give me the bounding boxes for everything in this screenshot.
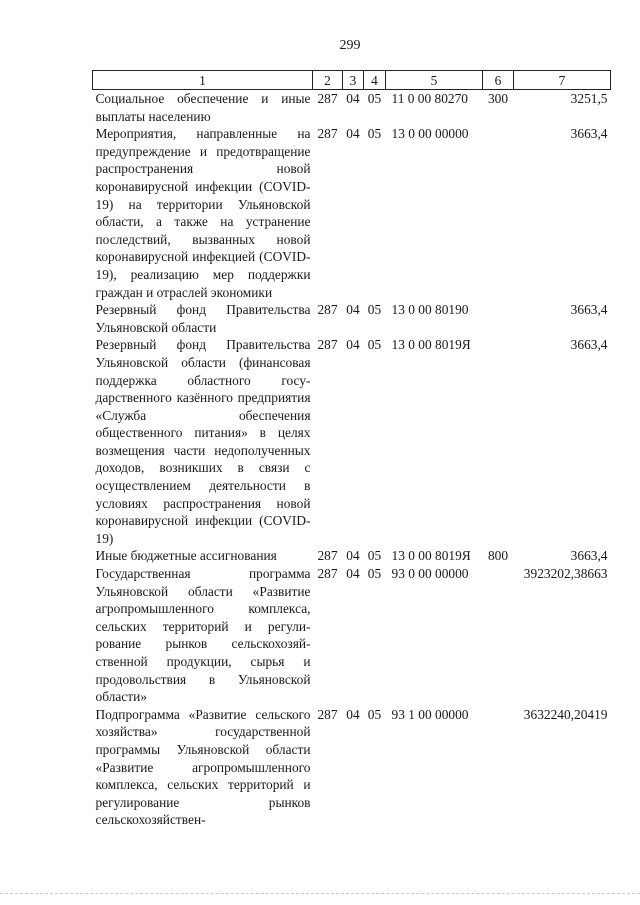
row-code-section: 04 bbox=[346, 706, 360, 722]
row-code-ministry: 287 bbox=[317, 126, 338, 142]
row-code-subsection: 05 bbox=[367, 337, 382, 353]
row-amount: 3923202,38663 bbox=[523, 566, 608, 582]
row-name: Резервный фонд Правительства Ульяновской области (финансовая поддержка областного государственного казённого предприятия «Служба обеспечения общественного питания» в целях возмещения части недополученных доходов, возникших в связи с осуществлением деятельности в условиях распространения новой коронавирусной инфекции (COVID-19) bbox=[95, 337, 311, 546]
row-name: Подпрограмма «Развитие сельского хозяйства» государственной программы Ульяновской области «Развитие агропромышленного комплекса, сельских территорий и регулирование рынков сельскохозяйствен- bbox=[95, 706, 311, 828]
row-code-expense-type bbox=[483, 125, 514, 301]
row-code-ministry: 287 bbox=[317, 706, 338, 722]
table-row bbox=[93, 565, 611, 706]
row-code-target: 93 1 00 00000 bbox=[391, 706, 469, 722]
row-code-expense-type: 300 bbox=[487, 91, 509, 106]
row-code-subsection: 05 bbox=[367, 126, 382, 142]
header-col-7: 7 bbox=[514, 71, 611, 90]
row-code-expense-type bbox=[483, 565, 514, 706]
row-code-subsection: 05 bbox=[367, 302, 382, 318]
row-amount: 3663,4 bbox=[570, 337, 608, 353]
table-body bbox=[93, 90, 611, 829]
row-code-section: 04 bbox=[346, 337, 360, 353]
row-code-ministry: 287 bbox=[317, 337, 338, 353]
row-code-ministry: 287 bbox=[317, 548, 338, 564]
table-row bbox=[93, 336, 611, 547]
header-row bbox=[93, 71, 611, 90]
row-name: Государственная программа Ульяновской области «Развитие агропромышленного комплекса, сельских территорий и регулирование рынков сельскохозяйственной продукции, сырья и продовольствия в Ульяновской области» bbox=[95, 566, 311, 705]
row-code-target: 11 0 00 80270 bbox=[391, 91, 468, 106]
row-code-section: 04 bbox=[346, 91, 360, 106]
row-code-expense-type bbox=[483, 336, 514, 547]
table-row bbox=[93, 706, 611, 829]
page-bottom-rule bbox=[0, 893, 640, 894]
row-name: Иные бюджетные ассигнования bbox=[95, 548, 277, 564]
header-col-2: 2 bbox=[313, 71, 343, 90]
header-col-6: 6 bbox=[483, 71, 514, 90]
header-col-3: 3 bbox=[343, 71, 364, 90]
table-header bbox=[93, 71, 611, 90]
header-col-4: 4 bbox=[364, 71, 386, 90]
row-code-expense-type bbox=[483, 301, 514, 336]
row-code-ministry: 287 bbox=[317, 566, 338, 582]
row-code-target: 13 0 00 8019Я bbox=[391, 337, 471, 353]
table-row bbox=[93, 547, 611, 565]
header-col-5: 5 bbox=[386, 71, 483, 90]
row-code-ministry: 287 bbox=[317, 302, 338, 318]
row-amount: 3251,5 bbox=[570, 91, 608, 106]
row-code-expense-type: 800 bbox=[487, 548, 509, 564]
row-amount: 3663,4 bbox=[570, 302, 608, 318]
row-code-expense-type bbox=[483, 706, 514, 829]
row-code-section: 04 bbox=[346, 566, 360, 582]
header-col-1: 1 bbox=[93, 71, 313, 90]
row-code-target: 13 0 00 00000 bbox=[391, 126, 469, 142]
budget-table bbox=[92, 70, 611, 829]
table-row bbox=[93, 125, 611, 301]
row-code-section: 04 bbox=[346, 302, 360, 318]
row-code-section: 04 bbox=[346, 126, 360, 142]
row-code-target: 13 0 00 80190 bbox=[391, 302, 469, 318]
row-code-subsection: 05 bbox=[367, 548, 382, 564]
row-amount: 3663,4 bbox=[570, 126, 608, 142]
row-amount: 3663,4 bbox=[570, 548, 608, 564]
table-row bbox=[93, 301, 611, 336]
row-code-subsection: 05 bbox=[367, 566, 382, 582]
table-row bbox=[93, 90, 611, 126]
row-name: Резервный фонд Правительства Ульяновской области bbox=[95, 302, 311, 335]
page-number: 299 bbox=[339, 38, 361, 53]
row-code-target: 93 0 00 00000 bbox=[391, 566, 469, 582]
row-name: Мероприятия, направленные на предупреждение и предотвращение распространения новой коронавирусной инфекции (COVID-19) на территории Ульяновской области, а также на устранение последствий, вызванных новой коронавирусной инфекцией (COVID-19), реализацию мер поддержки граждан и отраслей экономики bbox=[95, 126, 311, 300]
row-code-target: 13 0 00 8019Я bbox=[391, 548, 471, 564]
row-code-subsection: 05 bbox=[367, 91, 382, 106]
row-amount: 3632240,20419 bbox=[523, 706, 608, 722]
row-name: Социальное обеспечение и иные выплаты населению bbox=[95, 91, 311, 124]
row-code-ministry: 287 bbox=[317, 91, 338, 106]
row-code-subsection: 05 bbox=[367, 706, 382, 722]
row-code-section: 04 bbox=[346, 548, 360, 564]
